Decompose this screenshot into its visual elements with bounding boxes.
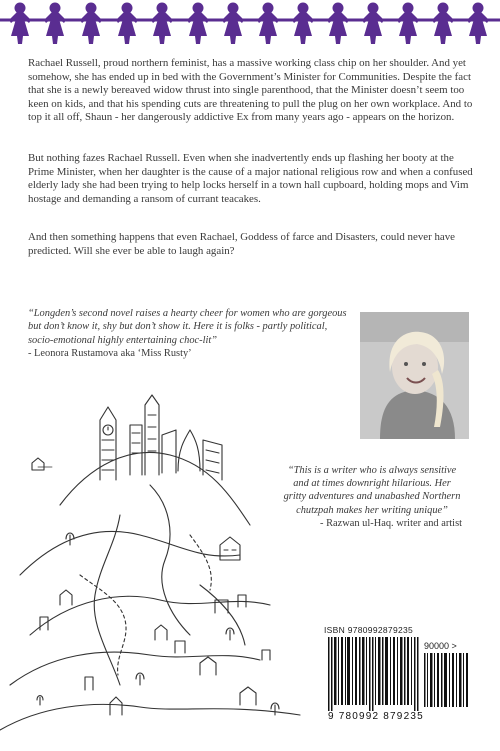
hills-and-towns-sketch-icon xyxy=(0,385,320,751)
review-quote-2-text: “This is a writer who is always sensitive and at times downright hilarious. Her gritty adventures and unabashed Northern chutzpah makes her writing unique” xyxy=(283,465,461,516)
price-barcode-icon xyxy=(424,653,470,707)
blurb-paragraph-3: And then something happens that even Rachael, Goddess of farce and Disasters, could never have predicted. Will she ever be able to laugh again? xyxy=(28,231,456,257)
review-quote-2-attribution: - Razwan ul-Haq. writer and artist xyxy=(320,517,462,529)
ean-number: 9 780992 879235 xyxy=(328,711,424,722)
author-photo-icon xyxy=(360,312,469,439)
review-quote-1 xyxy=(28,307,350,361)
ean-barcode-icon xyxy=(328,637,420,711)
review-quote-1-text: “Longden’s second novel raises a hearty cheer for women who are gorgeous but don’t know it, shy but don’t show it. Here it is folks - partly political, socio-emotional highly entertaining choc-lit” xyxy=(28,308,347,346)
review-quote-1-attribution: - Leonora Rustamova aka ‘Miss Rusty’ xyxy=(28,348,192,360)
blurb-paragraph-1: Rachael Russell, proud northern feminist, has a massive working class chip on her shoulder. And yet somehow, she has ended up in bed with the Government’s Minister for Communities. Despite the fact that she is a newly bereaved widow thrust into single parenthood, that the Minister doesn’t seem too keen on kids, and that his spending cuts are threatening to pull the plug on her own workplace. And to top it all off, Shaun - her dangerously addictive Ex from many years ago - appears on the horizon. xyxy=(28,57,473,124)
barcode xyxy=(322,625,474,726)
blurb-paragraph-2: But nothing fazes Rachael Russell. Even when she inadvertently ends up flashing her booty at the Prime Minister, when her daughter is the cause of a major national religious row and when a confused elderly lady she had been trying to help locks herself in a town hall cupboard, holding mops and Vim hostage and demanding a ransom of currant teacakes. xyxy=(28,152,473,205)
paper-doll-chain-icon xyxy=(0,0,500,45)
isbn-label: ISBN 9780992879235 xyxy=(324,625,414,635)
author-photo xyxy=(360,312,469,439)
price-code: 90000 > xyxy=(424,641,457,651)
